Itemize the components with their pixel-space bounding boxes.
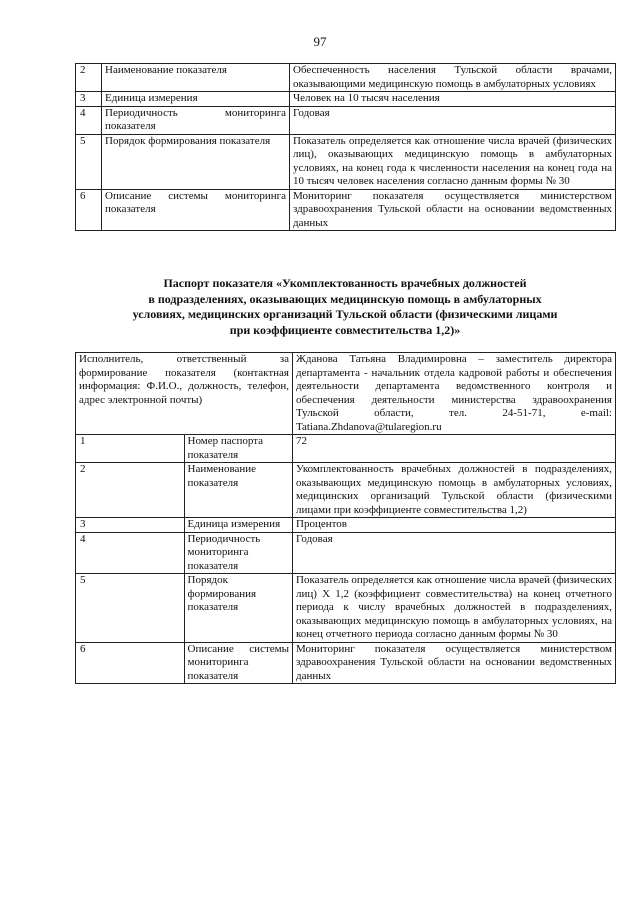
row-label: Наименование показателя — [184, 463, 293, 518]
executor-value: Жданова Татьяна Владимировна – заместитель директора департамента - начальник отдела кадровой работы и обеспечения деятельности департамента ведомственного контроля и обеспечения деятельности министерства здравоохранения Тульской области, тел. 24-51-71, e-mail: Tatiana.Zhdanova@tularegion.ru — [293, 353, 616, 435]
row-label: Периодичность мониторинга показателя — [184, 532, 293, 574]
table-row — [76, 518, 616, 533]
row-number: 6 — [76, 642, 185, 684]
row-label: Наименование показателя — [102, 64, 290, 92]
passport-title — [70, 276, 620, 338]
row-number: 3 — [76, 518, 185, 533]
row-value: Человек на 10 тысяч населения — [290, 92, 616, 107]
row-number: 3 — [76, 92, 102, 107]
row-value: Обеспеченность населения Тульской области врачами, оказывающими медицинскую помощь в амбулаторных условиях — [290, 64, 616, 92]
table-row — [76, 64, 616, 92]
row-value: Процентов — [293, 518, 616, 533]
table-row — [76, 574, 616, 643]
table-row — [76, 463, 616, 518]
passport-table — [75, 352, 616, 684]
row-number: 6 — [76, 189, 102, 231]
row-label: Периодичность мониторинга показателя — [102, 106, 290, 134]
row-label: Единица измерения — [184, 518, 293, 533]
row-number: 4 — [76, 532, 185, 574]
row-number: 5 — [76, 574, 185, 643]
row-value: Годовая — [290, 106, 616, 134]
row-value: Показатель определяется как отношение числа врачей (физических лиц) Х 1,2 (коэффициент совместительства) на конец отчетного периода к числу врачебных должностей в подразделениях, оказывающих медицинскую помощь в амбулаторных условиях, на конец отчетного периода согласно данным формы № 30 — [293, 574, 616, 643]
table-row — [76, 92, 616, 107]
passport-title-line: условиях, медицинских организаций Тульской области (физическими лицами — [132, 307, 558, 321]
table-row — [76, 532, 616, 574]
row-value: Мониторинг показателя осуществляется министерством здравоохранения Тульской области на основании ведомственных данных — [293, 642, 616, 684]
row-label: Единица измерения — [102, 92, 290, 107]
executor-row — [76, 353, 616, 435]
row-number: 5 — [76, 134, 102, 189]
row-label: Порядок формирования показателя — [102, 134, 290, 189]
row-label: Номер паспорта показателя — [184, 435, 293, 463]
table-row — [76, 106, 616, 134]
row-number: 4 — [76, 106, 102, 134]
row-value: Укомплектованность врачебных должностей в подразделениях, оказывающих медицинскую помощь в амбулаторных условиях, медицинских организаций Тульской области (физическими лицами при коэффициенте совместительства 1,2) — [293, 463, 616, 518]
row-label: Порядок формирования показателя — [184, 574, 293, 643]
table-row — [76, 134, 616, 189]
indicator-table-continued — [75, 63, 616, 231]
row-value: Показатель определяется как отношение числа врачей (физических лиц), оказывающих медицинскую помощь в амбулаторных условиях, на конец года к численности населения на конец года на 10 тысяч человек населения согласно данным формы № 30 — [290, 134, 616, 189]
passport-title-line: при коэффициенте совместительства 1,2)» — [229, 322, 461, 337]
row-label: Описание системы мониторинга показателя — [102, 189, 290, 231]
row-number: 2 — [76, 463, 185, 518]
passport-title-line: Паспорт показателя «Укомплектованность врачебных должностей — [163, 276, 527, 290]
table-row — [76, 435, 616, 463]
row-label: Описание системы мониторинга показателя — [184, 642, 293, 684]
row-value: 72 — [293, 435, 616, 463]
executor-label: Исполнитель, ответственный за формирование показателя (контактная информация: Ф.И.О., должность, телефон, адрес электронной почты) — [76, 353, 293, 435]
passport-title-line: в подразделениях, оказывающих медицинскую помощь в амбулаторных — [148, 291, 542, 306]
table-row — [76, 189, 616, 231]
row-value: Мониторинг показателя осуществляется министерством здравоохранения Тульской области на основании ведомственных данных — [290, 189, 616, 231]
row-number: 1 — [76, 435, 185, 463]
table-row — [76, 642, 616, 684]
page-number: 97 — [313, 34, 327, 49]
row-number: 2 — [76, 64, 102, 92]
row-value: Годовая — [293, 532, 616, 574]
